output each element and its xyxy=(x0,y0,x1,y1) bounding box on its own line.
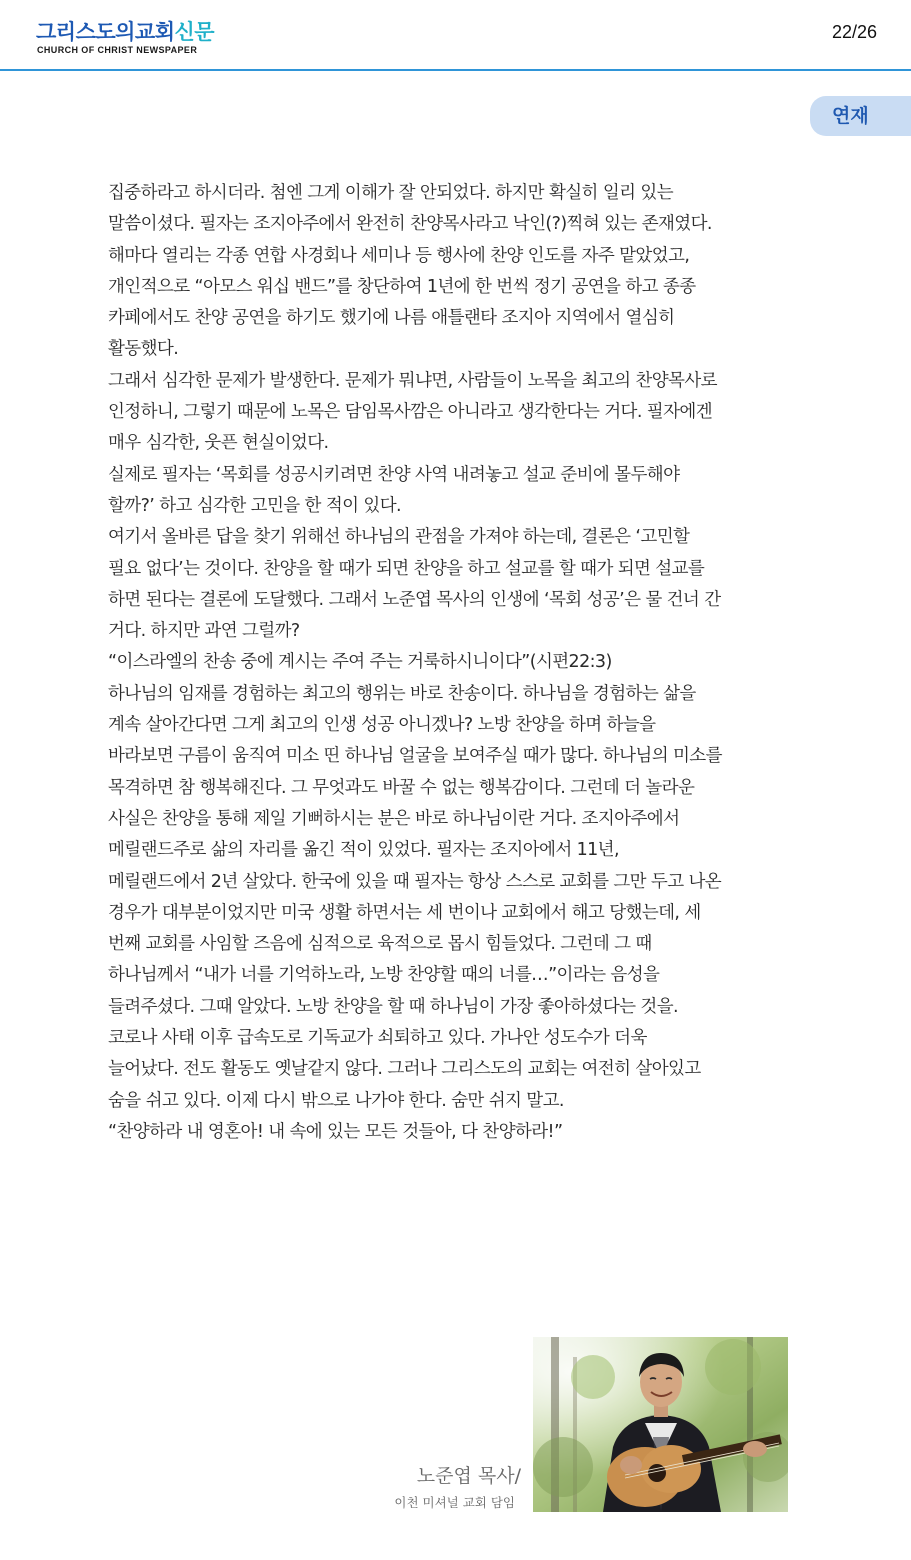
body-line: 코로나 사태 이후 급속도로 기독교가 쇠퇴하고 있다. 가나안 성도수가 더욱 xyxy=(108,1028,647,1049)
body-line: 카페에서도 찬양 공연을 하기도 했기에 나름 애틀랜타 조지아 지역에서 열심히 xyxy=(108,308,675,329)
body-line: 활동했다. xyxy=(108,339,179,360)
body-line: “이스라엘의 찬송 중에 계시는 주여 주는 거룩하시니이다”(시편22:3) xyxy=(108,652,612,673)
header-divider xyxy=(0,69,911,71)
newspaper-logo xyxy=(36,20,214,44)
body-line: 들려주셨다. 그때 알았다. 노방 찬양을 할 때 하나님이 가장 좋아하셨다는 것을. xyxy=(108,996,678,1017)
guitarist-photo-illustration xyxy=(533,1337,788,1512)
page-header xyxy=(0,0,911,70)
body-line: 계속 살아간다면 그게 최고의 인생 성공 아니겠나? 노방 찬양을 하며 하늘을 xyxy=(108,715,656,736)
body-line: 실제로 필자는 ‘목회를 성공시키려면 찬양 사역 내려놓고 설교 준비에 몰두해야 xyxy=(108,464,680,485)
author-name: 노준엽 목사/ xyxy=(416,1465,521,1487)
body-line: 숨을 쉬고 있다. 이제 다시 밖으로 나가야 한다. 숨만 쉬지 말고. xyxy=(108,1090,564,1111)
article-body xyxy=(108,178,820,1148)
body-line: 하나님께서 “내가 너를 기억하노라, 노방 찬양할 때의 너를…”이라는 음성을 xyxy=(108,965,660,986)
body-line: 해마다 열리는 각종 연합 사경회나 세미나 등 행사에 찬양 인도를 자주 맡았었고, xyxy=(108,245,690,266)
body-line: 매우 심각한, 웃픈 현실이었다. xyxy=(108,433,329,454)
body-line: 그래서 심각한 문제가 발생한다. 문제가 뭐냐면, 사람들이 노목을 최고의 찬양목사로 xyxy=(108,370,717,391)
body-line: 거다. 하지만 과연 그럴까? xyxy=(108,621,300,642)
logo-primary-text: 그리스도의교회 xyxy=(36,20,175,44)
body-line: 집중하라고 하시더라. 첨엔 그게 이해가 잘 안되었다. 하지만 확실히 일리 있는 xyxy=(108,183,674,203)
body-line: 필요 없다’는 것이다. 찬양을 할 때가 되면 찬양을 하고 설교를 할 때가 되면 설교를 xyxy=(108,558,705,579)
body-line: 번째 교회를 사임할 즈음에 심적으로 육적으로 몹시 힘들었다. 그런데 그 때 xyxy=(108,934,652,955)
body-line: 하나님의 임재를 경험하는 최고의 행위는 바로 찬송이다. 하나님을 경험하는 삶을 xyxy=(108,683,696,704)
body-line: 여기서 올바른 답을 찾기 위해선 하나님의 관점을 가져야 하는데, 결론은 ‘고민할 xyxy=(108,527,690,548)
body-line: 하면 된다는 결론에 도달했다. 그래서 노준엽 목사의 인생에 ‘목회 성공’은 물 건너 간 xyxy=(108,589,721,610)
logo-accent-text: 신문 xyxy=(174,20,215,44)
body-line: 사실은 찬양을 통해 제일 기뻐하시는 분은 바로 하나님이란 거다. 조지아주에서 xyxy=(108,808,680,829)
body-line: 메릴랜드주로 삶의 자리를 옮긴 적이 있었다. 필자는 조지아에서 11년, xyxy=(108,840,619,861)
author-role: 이천 미셔널 교회 담임 xyxy=(394,1495,515,1510)
logo-subtitle: CHURCH OF CHRIST NEWSPAPER xyxy=(37,45,198,55)
body-line: 말씀이셨다. 필자는 조지아주에서 완전히 찬양목사라고 낙인(?)찍혀 있는 존재였다. xyxy=(108,214,712,235)
author-photo xyxy=(533,1337,788,1512)
page-number: 22/26 xyxy=(831,22,877,42)
body-line: 개인적으로 “아모스 워십 밴드”를 창단하여 1년에 한 번씩 정기 공연을 하고 종종 xyxy=(108,276,696,297)
body-line: 할까?’ 하고 심각한 고민을 한 적이 있다. xyxy=(108,495,401,516)
body-line: 인정하니, 그렇기 때문에 노목은 담임목사깜은 아니라고 생각한다는 거다. 필자에겐 xyxy=(108,402,712,423)
section-tab: 연재 xyxy=(810,96,911,136)
body-line: 목격하면 참 행복해진다. 그 무엇과도 바꿀 수 없는 행복감이다. 그런데 더 놀라운 xyxy=(108,777,695,798)
body-line: 바라보면 구름이 움직여 미소 띤 하나님 얼굴을 보여주실 때가 많다. 하나님의 미소를 xyxy=(108,746,722,767)
body-line: “찬양하라 내 영혼아! 내 속에 있는 모든 것들아, 다 찬양하라!” xyxy=(108,1121,563,1142)
body-line: 경우가 대부분이었지만 미국 생활 하면서는 세 번이나 교회에서 해고 당했는데, 세 xyxy=(108,902,701,923)
body-line: 메릴랜드에서 2년 살았다. 한국에 있을 때 필자는 항상 스스로 교회를 그만 두고 나온 xyxy=(108,871,722,892)
body-line: 늘어났다. 전도 활동도 옛날같지 않다. 그러나 그리스도의 교회는 여전히 살아있고 xyxy=(108,1059,701,1080)
